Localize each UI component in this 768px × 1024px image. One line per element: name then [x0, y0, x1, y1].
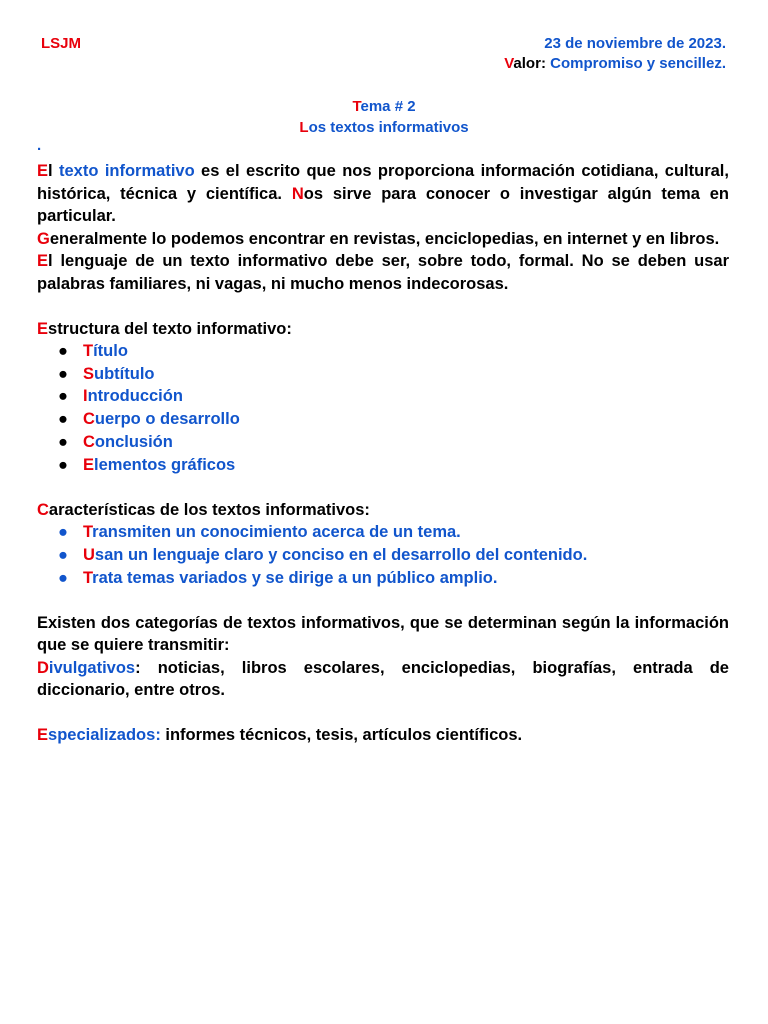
list-item — [37, 431, 729, 454]
heading-text: structura del texto informativo: — [48, 319, 292, 338]
drop-letter: C — [83, 432, 95, 451]
bullet-icon: ● — [58, 342, 68, 360]
drop-letter: C — [37, 500, 49, 519]
drop-letter: T — [83, 342, 94, 360]
tema-text: ema # 2 — [360, 98, 416, 115]
valor-line — [504, 54, 726, 74]
estructura-heading — [37, 318, 729, 341]
author-initials: LSJM — [41, 35, 82, 52]
bullet-icon: ● — [58, 568, 68, 587]
category-text: : noticias, libros escolares, enciclopedias, biografías, entrada de diccionario, entre otros. — [37, 658, 729, 700]
list-item — [37, 408, 729, 431]
valor-label: alor — [513, 55, 541, 72]
title-block — [0, 96, 768, 138]
list-item-text: uerpo o desarrollo — [94, 410, 240, 429]
valor-value: Compromiso y sencillez. — [545, 55, 726, 72]
highlighted-term: texto informativo — [59, 162, 195, 180]
list-item — [37, 544, 729, 567]
bullet-icon: ● — [58, 545, 68, 564]
text-span: l lenguaje de un texto informativo debe ser, sobre todo, formal. No se deben usar palabras familiares, ni vagas, ni mucho menos indecorosas. — [37, 252, 729, 293]
tema-number — [0, 96, 768, 117]
drop-letter: E — [37, 162, 49, 180]
list-item-text: lementos gráficos — [94, 455, 236, 474]
estructura-list — [37, 340, 729, 476]
drop-letter: E — [83, 455, 95, 474]
drop-letter: E — [37, 319, 49, 338]
paragraph-definition — [37, 160, 729, 228]
list-item — [37, 454, 729, 477]
drop-letter: U — [83, 545, 95, 564]
list-item-text: ntroducción — [87, 387, 183, 406]
stray-dot: . — [37, 137, 42, 154]
document-body — [37, 160, 729, 747]
drop-letter: T — [83, 568, 93, 587]
bullet-icon: ● — [58, 455, 68, 474]
document-date: 23 de noviembre de 2023. — [544, 35, 726, 52]
spacer — [37, 295, 729, 318]
caracteristicas-heading — [37, 499, 729, 522]
text-span: eneralmente lo podemos encontrar en revistas, enciclopedias, en internet y en libros. — [49, 229, 720, 248]
text-span: os sirve para conocer o investigar algún tema en particular. — [37, 184, 729, 225]
heading-text: aracterísticas de los textos informativos: — [48, 500, 370, 519]
tema-first-letter: T — [352, 98, 361, 115]
paragraph-where-found — [37, 228, 729, 251]
text-span: l — [48, 162, 59, 180]
valor-colon: : — [540, 55, 546, 72]
divulgativos-paragraph — [37, 657, 729, 702]
page-title — [0, 117, 768, 138]
drop-letter: E — [37, 252, 49, 270]
header-info — [504, 34, 726, 74]
list-item-text: san un lenguaje claro y conciso en el desarrollo del contenido. — [94, 545, 588, 564]
list-item-text: ítulo — [93, 342, 128, 360]
list-item-text: ransmiten un conocimiento acerca de un tema. — [92, 523, 461, 542]
drop-letter: T — [83, 523, 93, 542]
text-span: es el escrito que nos proporciona información cotidiana, cultural, histórica, técnica y científica. — [37, 162, 729, 203]
list-item-text: rata temas variados y se dirige a un público amplio. — [92, 568, 498, 587]
spacer — [37, 702, 729, 725]
bullet-icon: ● — [58, 410, 68, 429]
paragraph-language — [37, 250, 729, 295]
valor-first-letter: V — [504, 55, 514, 72]
spacer — [37, 476, 729, 499]
drop-letter: C — [83, 410, 95, 429]
drop-letter: E — [37, 726, 49, 745]
category-text: informes técnicos, tesis, artículos científicos. — [160, 726, 523, 745]
category-label: ivulgativos — [48, 658, 136, 677]
list-item — [37, 363, 729, 386]
list-item — [37, 385, 729, 408]
drop-letter: D — [37, 658, 49, 677]
bullet-icon: ● — [58, 523, 68, 542]
drop-letter: G — [37, 229, 50, 248]
list-item — [37, 567, 729, 590]
categorias-intro: Existen dos categorías de textos informativos, que se determinan según la información que se quiere transmitir: — [37, 613, 729, 655]
caracteristicas-list — [37, 521, 729, 589]
spacer — [37, 589, 729, 612]
title-text: os textos informativos — [308, 119, 469, 136]
bullet-icon: ● — [58, 387, 68, 406]
drop-letter: N — [291, 184, 304, 203]
drop-letter: I — [83, 387, 88, 406]
list-item — [37, 521, 729, 544]
title-first-letter: L — [299, 119, 309, 136]
list-item — [37, 340, 729, 363]
bullet-icon: ● — [58, 364, 68, 383]
bullet-icon: ● — [58, 432, 68, 451]
category-label: specializados: — [48, 726, 161, 745]
drop-letter: S — [83, 364, 95, 383]
especializados-paragraph — [37, 724, 729, 747]
list-item-text: onclusión — [94, 432, 173, 451]
list-item-text: ubtítulo — [94, 364, 155, 383]
